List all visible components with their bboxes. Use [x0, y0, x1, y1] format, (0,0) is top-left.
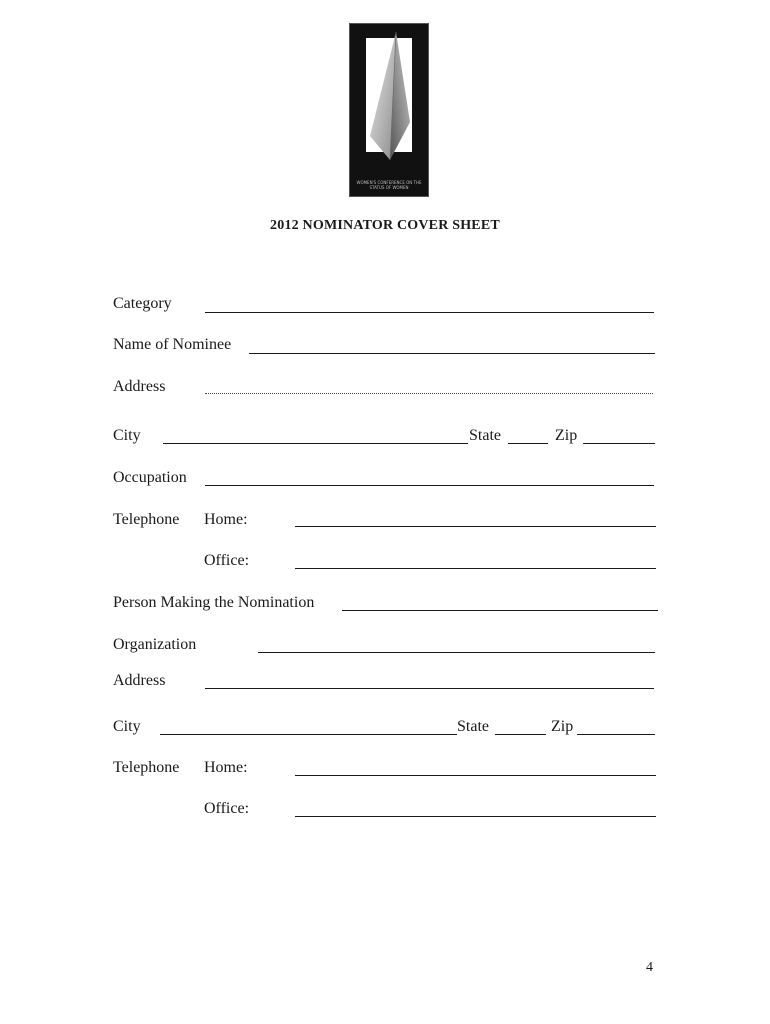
nominee-name-label: Name of Nominee — [113, 336, 232, 353]
nominator-telephone-label: Telephone — [113, 759, 180, 776]
nominator-zip-field[interactable] — [577, 734, 655, 735]
page-number: 4 — [646, 960, 653, 975]
category-label: Category — [113, 295, 172, 312]
occupation-field[interactable] — [205, 485, 654, 486]
trophy-icon — [350, 24, 428, 196]
nominee-state-field[interactable] — [508, 443, 548, 444]
nominee-zip-field[interactable] — [583, 443, 655, 444]
nominee-address-label: Address — [113, 378, 166, 395]
nominator-person-label: Person Making the Nomination — [113, 594, 315, 611]
nominator-state-field[interactable] — [495, 734, 546, 735]
nominee-name-field[interactable] — [249, 353, 655, 354]
nominator-person-field[interactable] — [342, 610, 658, 611]
organization-field[interactable] — [258, 652, 655, 653]
page-title: 2012 NOMINATOR COVER SHEET — [270, 218, 500, 233]
nominee-state-label: State — [469, 427, 501, 444]
nominee-office-label: Office: — [204, 552, 250, 569]
logo-caption: WOMEN'S CONFERENCE ON THE STATUS OF WOMEN — [356, 180, 422, 190]
nominator-office-phone-field[interactable] — [295, 816, 656, 817]
nominee-home-label: Home: — [204, 511, 248, 528]
nominator-home-phone-field[interactable] — [295, 775, 656, 776]
nominator-city-label: City — [113, 718, 141, 735]
occupation-label: Occupation — [113, 469, 187, 486]
nominee-home-phone-field[interactable] — [295, 526, 656, 527]
nominee-office-phone-field[interactable] — [295, 568, 656, 569]
nominator-home-label: Home: — [204, 759, 248, 776]
nominee-zip-label: Zip — [555, 427, 578, 444]
nominator-office-label: Office: — [204, 800, 250, 817]
nominee-city-label: City — [113, 427, 141, 444]
nominee-telephone-label: Telephone — [113, 511, 180, 528]
nominee-address-field[interactable] — [205, 393, 653, 394]
nominator-address-field[interactable] — [205, 688, 654, 689]
award-logo — [350, 24, 428, 196]
category-field[interactable] — [205, 312, 654, 313]
organization-label: Organization — [113, 636, 197, 653]
nominator-address-label: Address — [113, 672, 166, 689]
nominator-city-field[interactable] — [160, 734, 457, 735]
nominator-state-label: State — [457, 718, 489, 735]
nominee-city-field[interactable] — [163, 443, 468, 444]
nominator-zip-label: Zip — [551, 718, 574, 735]
